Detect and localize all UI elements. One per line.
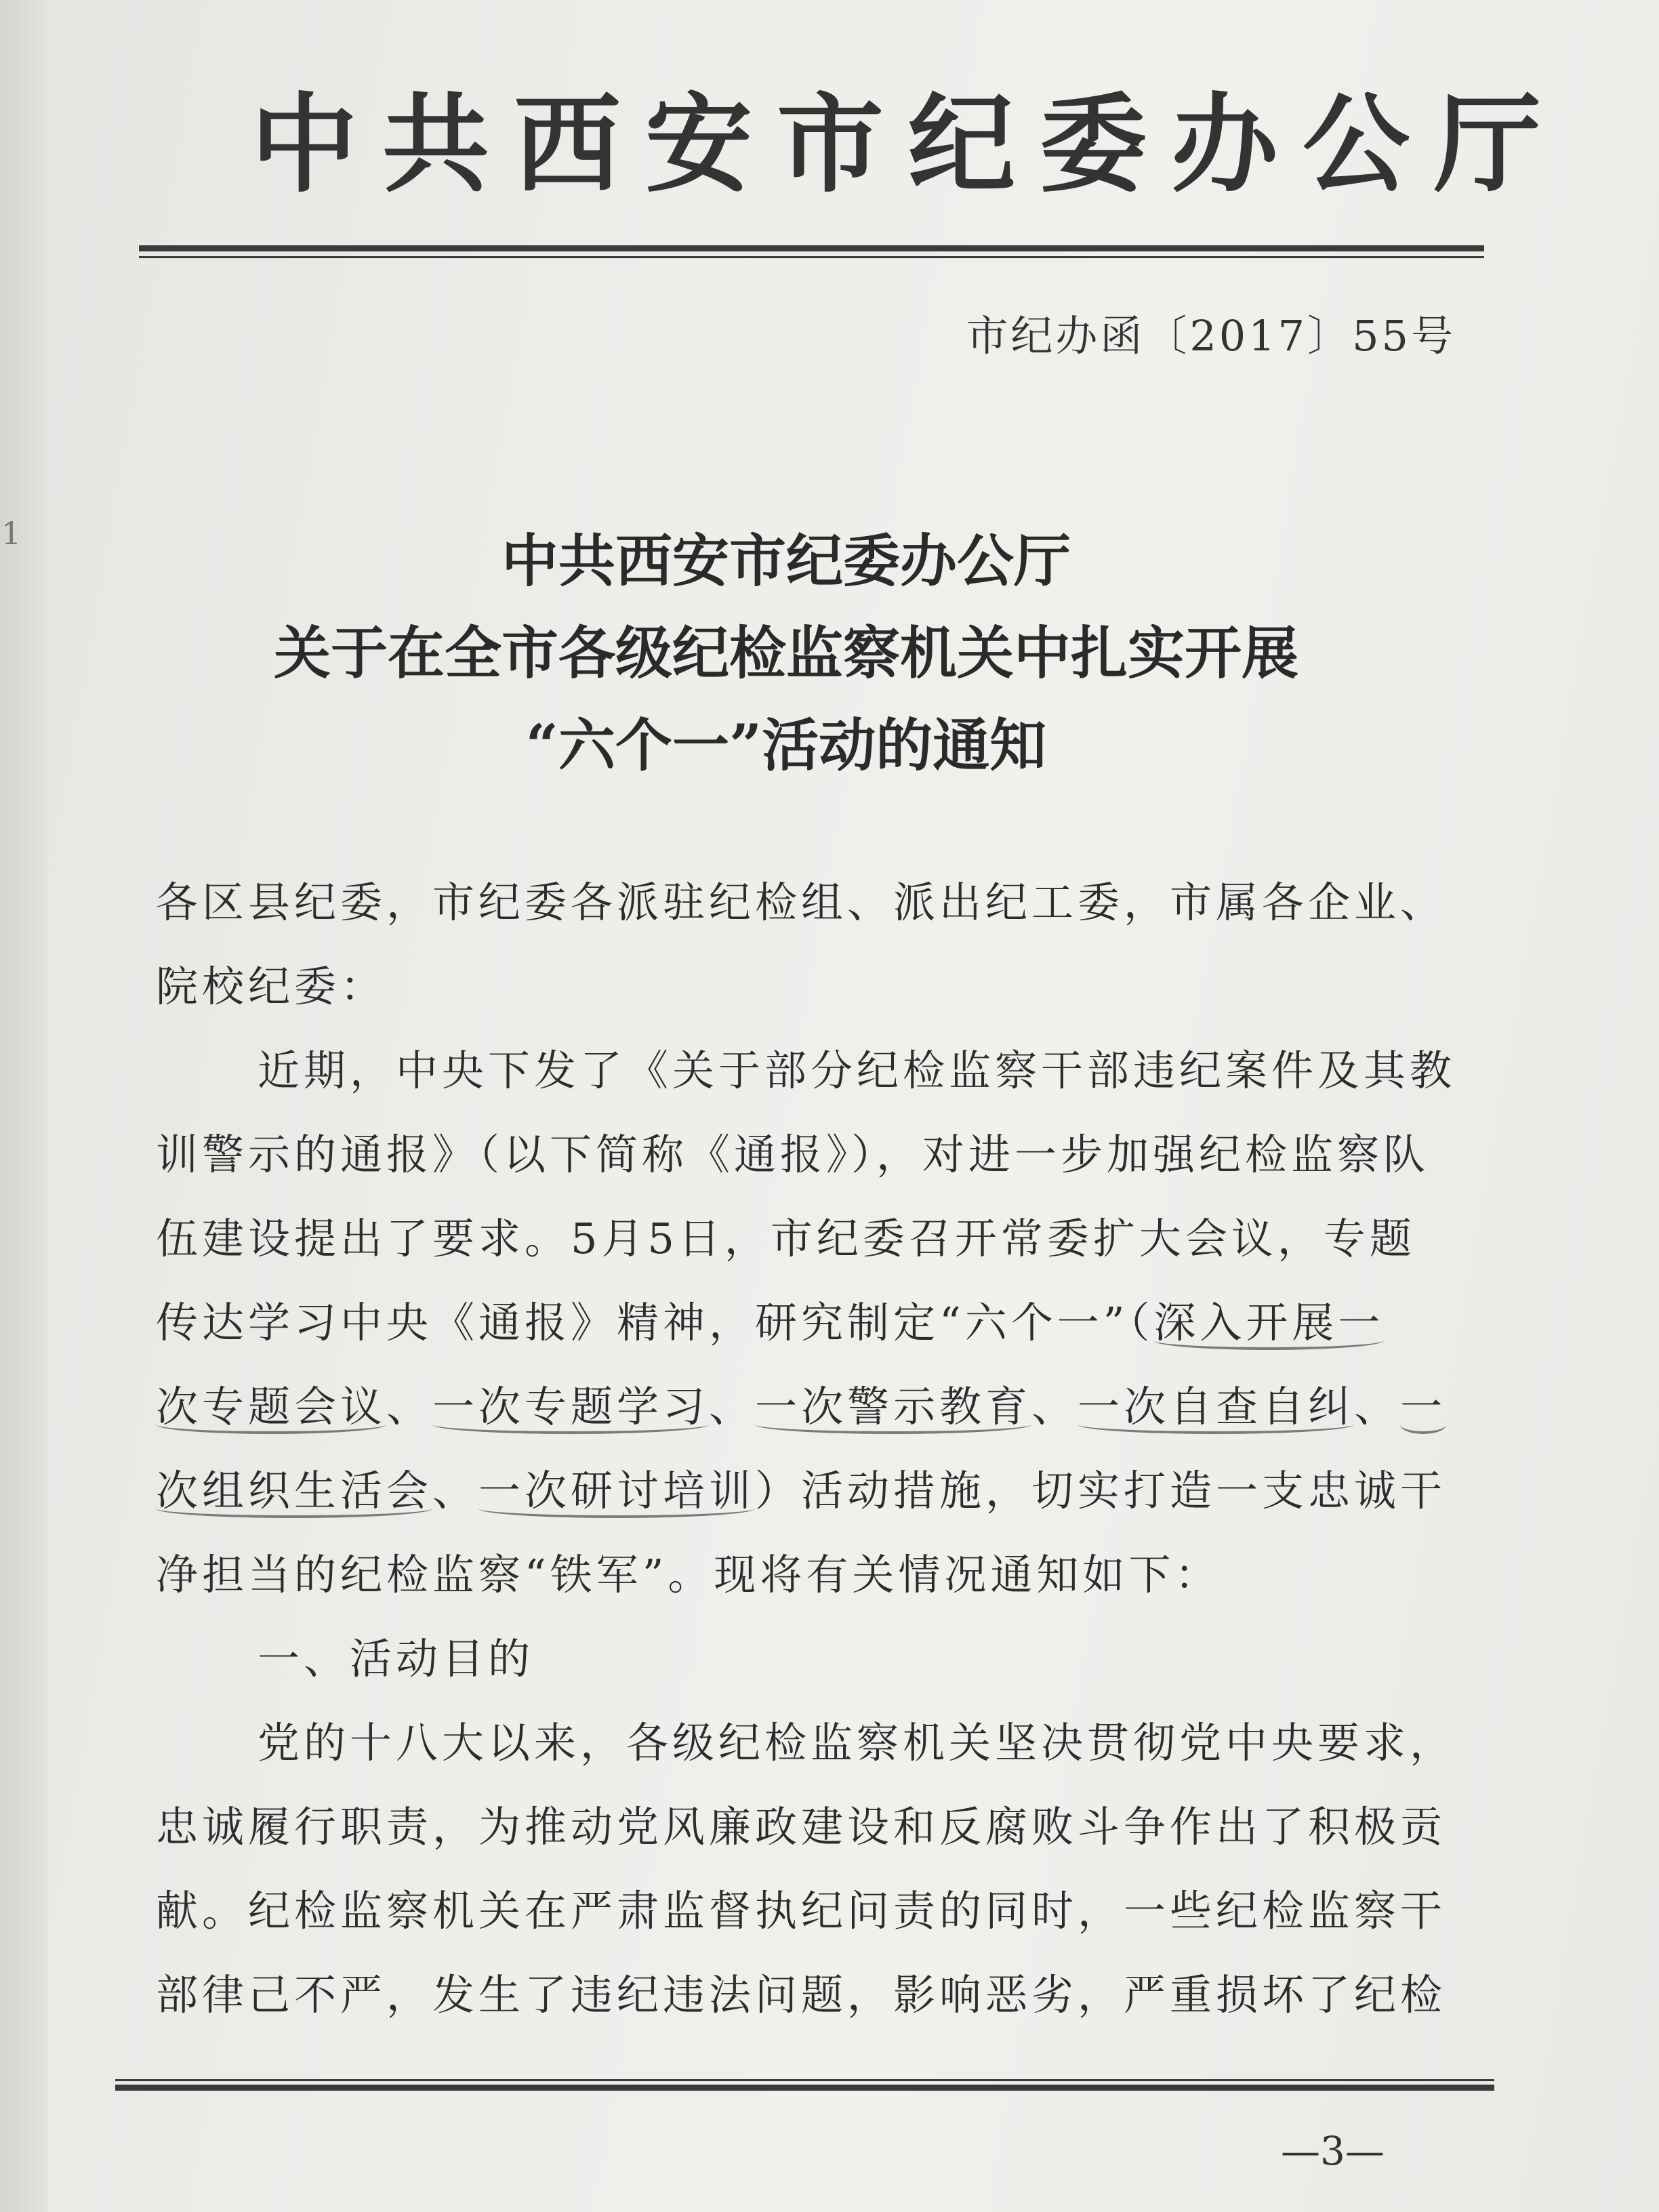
addressee-line: 各区县纪委，市纪委各派驻纪检组、派出纪工委，市属各企业、 (156, 878, 1447, 927)
adjacent-page-edge (0, 0, 47, 2212)
footer-rule-thin (115, 2079, 1494, 2081)
paragraph-line: 党的十八大以来，各级纪检监察机关坚决贯彻党中央要求， (258, 1718, 1456, 1767)
document-title (136, 515, 1437, 792)
paragraph-line (156, 1281, 1471, 1365)
underlined-measure: 一次研讨培训 (478, 1466, 756, 1515)
page-number: —3— (1281, 2128, 1385, 2174)
margin-mark: 1 (1, 515, 22, 552)
text-segment: 、 (709, 1382, 756, 1431)
title-line-1: 中共西安市纪委办公厅 (501, 527, 1071, 594)
paragraph-line: 净担当的纪检监察“铁军”。现将有关情况通知如下： (156, 1550, 1221, 1599)
text-segment: ）活动措施，切实打造一支忠诚干 (755, 1466, 1447, 1515)
paragraph-line: 献。纪检监察机关在严肃监督执纪问责的同时，一些纪检监察干 (156, 1886, 1447, 1936)
title-line-2: 关于在全市各级纪检监察机关中扎实开展 (273, 619, 1298, 687)
paragraph-line: 部律己不严，发生了违纪违法问题，影响恶劣，严重损坏了纪检 (156, 1970, 1447, 2020)
paragraph-line (156, 1365, 1471, 1449)
addressee-line: 院校纪委： (156, 962, 387, 1011)
text-segment: 、 (386, 1382, 433, 1431)
text-segment: 传达学习中央《通报》精神，研究制定“六个一”（ (156, 1298, 1154, 1347)
underlined-measure: 一次专题学习 (432, 1382, 710, 1431)
underlined-measure: 一次自查自纠 (1078, 1382, 1355, 1431)
footer-rule-thick (115, 2085, 1494, 2091)
text-segment: 、 (1354, 1382, 1401, 1431)
paragraph-line: 训警示的通报》（以下简称《通报》），对进一步加强纪检监察队 (156, 1130, 1430, 1179)
text-segment: 、 (1031, 1382, 1078, 1431)
paragraph-line: 忠诚履行职责，为推动党风廉政建设和反腐败斗争作出了积极贡 (156, 1802, 1447, 1851)
header-rule-thin (139, 256, 1484, 258)
underlined-measure: 深入开展一 (1153, 1298, 1385, 1347)
header-rule-thick (139, 245, 1484, 251)
document-body (156, 861, 1471, 2037)
underlined-measure: 一次警示教育 (755, 1382, 1032, 1431)
text-segment: 、 (432, 1466, 479, 1515)
paragraph-line (156, 1449, 1471, 1533)
paragraph-line: 伍建设提出了要求。5月5日，市纪委召开常委扩大会议，专题 (156, 1214, 1416, 1263)
section-heading: 一、活动目的 (258, 1634, 535, 1683)
underlined-measure: 次组织生活会 (156, 1466, 433, 1515)
issuing-organization-header: 中共西安市纪委办公厅 (251, 82, 1565, 207)
paragraph-line: 近期，中央下发了《关于部分纪检监察干部违纪案件及其教 (258, 1046, 1456, 1095)
underlined-measure: 一 (1400, 1382, 1447, 1431)
title-line-3: “六个一”活动的通知 (525, 712, 1047, 779)
underlined-measure: 次专题会议 (156, 1382, 387, 1431)
document-number: 市纪办函〔2017〕55号 (966, 311, 1456, 361)
